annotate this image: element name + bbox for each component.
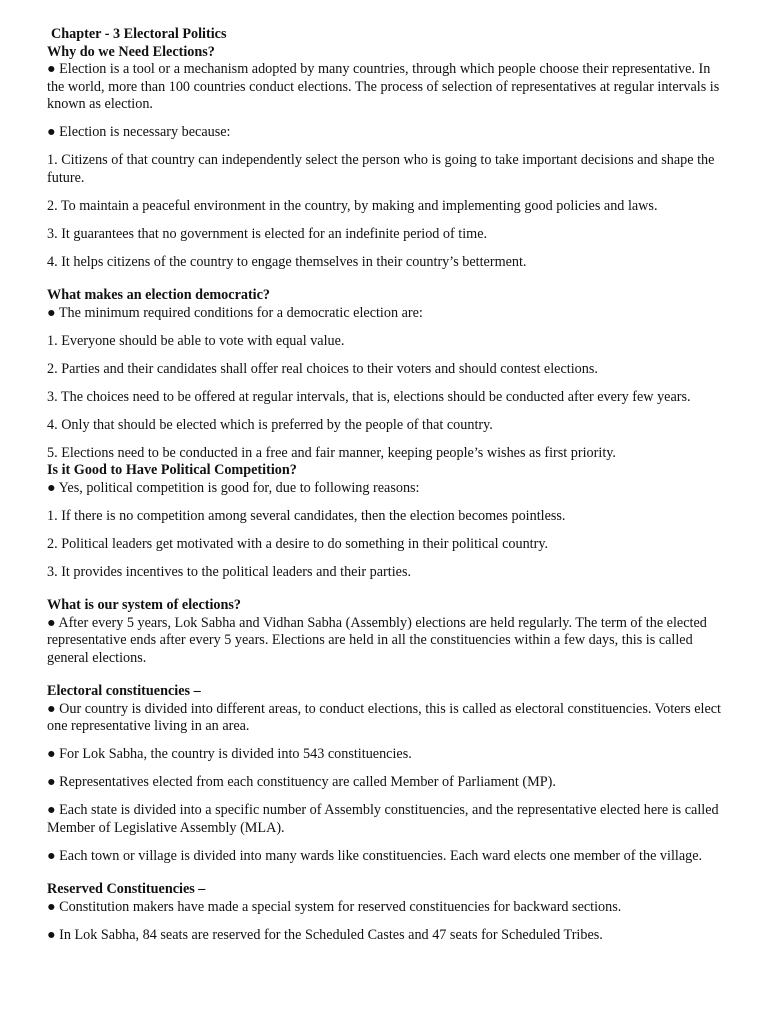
section-system-of-elections: [47, 597, 727, 667]
list-item: 2. Political leaders get motivated with a desire to do something in their political country.: [47, 535, 549, 552]
paragraph: ● Each town or village is divided into many wards like constituencies. Each ward elects one member of the village.: [47, 847, 703, 864]
section-heading: What makes an election democratic?: [47, 287, 271, 303]
chapter-title: Chapter - 3 Electoral Politics: [51, 26, 227, 42]
list-item: 1. Citizens of that country can independently select the person who is going to take important decisions and shape the future.: [47, 152, 715, 186]
section-heading: Reserved Constituencies –: [47, 881, 206, 897]
list-item: 4. It helps citizens of the country to engage themselves in their country’s betterment.: [47, 253, 527, 270]
document-page: [47, 26, 727, 944]
paragraph: ● The minimum required conditions for a democratic election are:: [47, 304, 423, 321]
list-item: 3. The choices need to be offered at regular intervals, that is, elections should be conducted after every few years.: [47, 388, 691, 405]
section-why-elections: [47, 44, 727, 272]
paragraph: ● After every 5 years, Lok Sabha and Vidhan Sabha (Assembly) elections are held regularly. The term of the elected representative ends after every 5 years. Elections are held in all the constituencies within a few days, this is called general elections.: [47, 614, 707, 666]
section-reserved-constituencies: [47, 881, 727, 944]
paragraph: ● Election is a tool or a mechanism adopted by many countries, through which people choose their representative. In the world, more than 100 countries conduct elections. The process of selection of representatives at regular intervals is known as election.: [47, 61, 720, 112]
paragraph: ● Constitution makers have made a special system for reserved constituencies for backward sections.: [47, 898, 622, 915]
section-electoral-constituencies: [47, 683, 727, 865]
section-heading: Is it Good to Have Political Competition?: [47, 462, 297, 478]
section-heading: What is our system of elections?: [47, 597, 242, 613]
section-political-competition: [47, 462, 727, 581]
list-item: 5. Elections need to be conducted in a free and fair manner, keeping people’s wishes as first priority.: [47, 444, 616, 461]
paragraph: ● Election is necessary because:: [47, 124, 231, 140]
paragraph: ● Representatives elected from each constituency are called Member of Parliament (MP).: [47, 774, 556, 790]
section-heading: Electoral constituencies –: [47, 683, 201, 699]
list-item: 4. Only that should be elected which is preferred by the people of that country.: [47, 416, 493, 433]
list-item: 3. It provides incentives to the political leaders and their parties.: [47, 563, 412, 580]
section-heading: Why do we Need Elections?: [47, 43, 215, 60]
list-item: 1. If there is no competition among several candidates, then the election becomes pointless.: [47, 507, 566, 524]
paragraph: ● Each state is divided into a specific number of Assembly constituencies, and the representative elected here is called Member of Legislative Assembly (MLA).: [47, 802, 719, 836]
paragraph: ● In Lok Sabha, 84 seats are reserved for the Scheduled Castes and 47 seats for Scheduled Tribes.: [47, 926, 603, 943]
list-item: 3. It guarantees that no government is elected for an indefinite period of time.: [47, 225, 488, 242]
section-democratic-election: [47, 287, 727, 462]
paragraph: ● Yes, political competition is good for, due to following reasons:: [47, 479, 420, 496]
paragraph: ● For Lok Sabha, the country is divided into 543 constituencies.: [47, 746, 412, 762]
list-item: 2. Parties and their candidates shall offer real choices to their voters and should contest elections.: [47, 360, 598, 377]
list-item: 1. Everyone should be able to vote with equal value.: [47, 332, 345, 349]
paragraph: ● Our country is divided into different areas, to conduct elections, this is called as electoral constituencies. Voters elect one representative living in an area.: [47, 700, 722, 734]
list-item: 2. To maintain a peaceful environment in the country, by making and implementing good policies and laws.: [47, 197, 658, 214]
